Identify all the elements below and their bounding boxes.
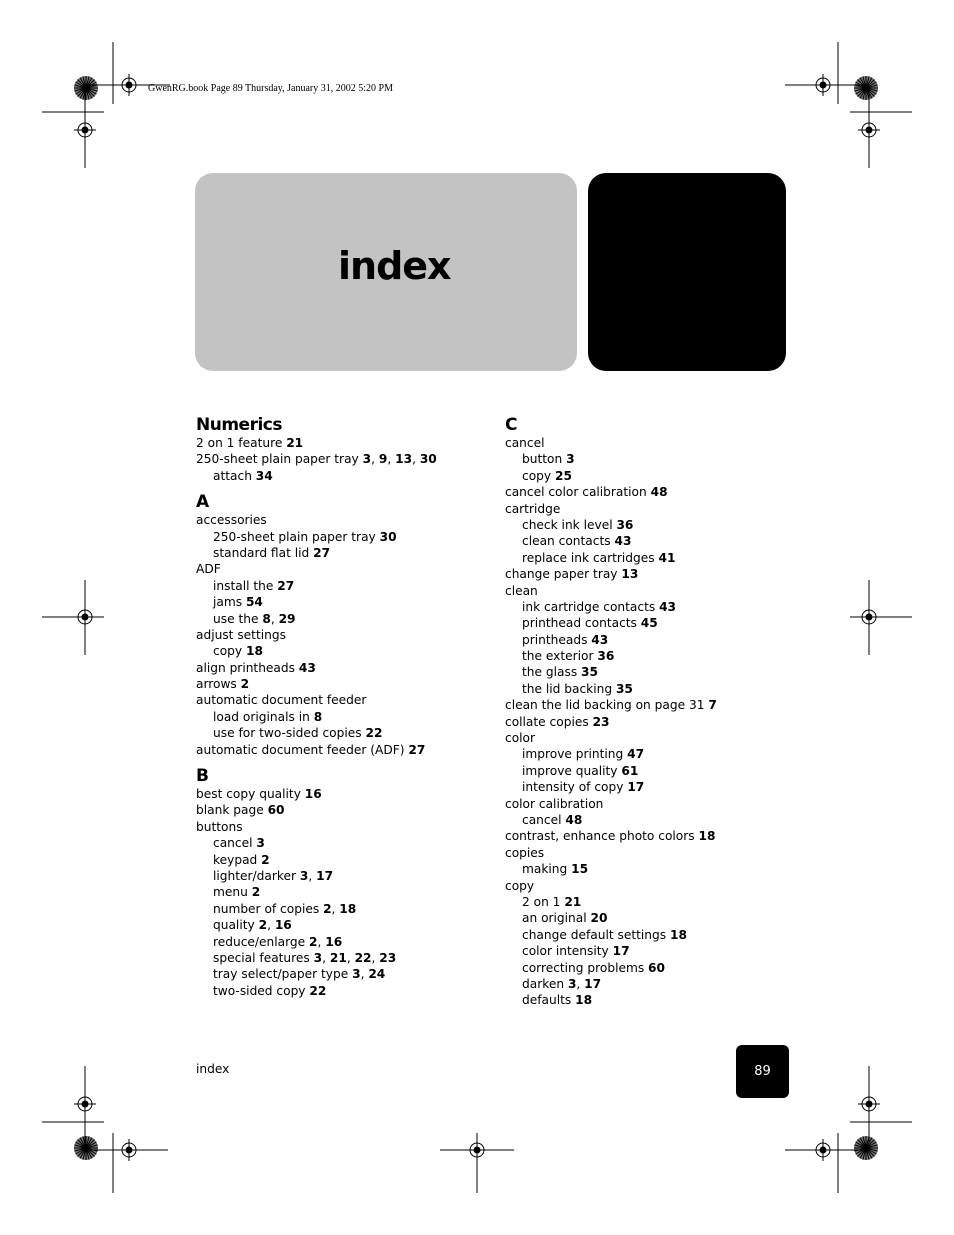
- entry-term: the lid backing: [522, 681, 616, 696]
- index-subentry: [505, 517, 805, 533]
- entry-term: check ink level: [522, 517, 617, 532]
- index-entry: [196, 676, 496, 692]
- index-entry: [505, 435, 805, 451]
- page-ref: 3: [313, 950, 323, 965]
- index-entry: [196, 819, 496, 835]
- page-ref: 22: [365, 726, 383, 741]
- page-title: index: [338, 244, 451, 288]
- index-entry: [196, 692, 496, 708]
- entry-term: attach: [213, 468, 256, 483]
- index-subentry: [505, 632, 805, 648]
- entry-term: copy: [505, 878, 535, 893]
- entry-term: copy: [213, 644, 246, 659]
- page-ref: 18: [669, 927, 687, 942]
- page-ref: 24: [368, 967, 386, 982]
- index-entry: [196, 512, 496, 528]
- entry-term: ink cartridge contacts: [522, 599, 660, 614]
- index-subentry: [196, 545, 496, 561]
- index-entry: [505, 566, 805, 582]
- section-heading: Numerics: [196, 415, 282, 435]
- page-ref: 27: [277, 578, 295, 593]
- index-entry: [505, 796, 805, 812]
- page-ref: 60: [267, 803, 285, 818]
- index-subentry: [505, 599, 805, 615]
- entry-term: ADF: [196, 562, 221, 577]
- index-subentry: [505, 812, 805, 828]
- entry-term: tray select/paper type: [213, 967, 353, 982]
- index-subentry: [505, 960, 805, 976]
- index-subentry: [196, 468, 496, 484]
- index-entry: [505, 484, 805, 500]
- page-ref: 27: [408, 742, 426, 757]
- page-ref: 48: [565, 812, 583, 827]
- index-entry: [505, 501, 805, 517]
- index-subentry: special features 3, 21, 22, 23: [213, 950, 397, 965]
- page-ref: 2: [261, 852, 270, 867]
- page-ref: 2: [251, 885, 261, 900]
- entry-term: cancel: [522, 812, 566, 827]
- entry-term: printhead contacts: [522, 616, 641, 631]
- page-ref: 18: [698, 829, 716, 844]
- print-header: GwenRG.book Page 89 Thursday, January 31, 2002 5:20 PM: [148, 83, 393, 94]
- page-ref: 45: [640, 616, 658, 631]
- entry-term: use for two-sided copies: [213, 726, 366, 741]
- index-entry: [196, 561, 496, 577]
- entry-term: making: [522, 862, 572, 877]
- page-ref: 17: [627, 780, 645, 795]
- entry-term: automatic document feeder (ADF): [196, 742, 409, 757]
- entry-term: change default settings: [522, 927, 670, 942]
- page-ref: 35: [581, 665, 599, 680]
- page-ref: 3: [352, 967, 361, 982]
- entry-term: clean the lid backing on page 31: [505, 698, 709, 713]
- page-ref: 30: [419, 452, 437, 467]
- entry-term: blank page: [196, 803, 268, 818]
- index-subentry: [505, 615, 805, 631]
- entry-term: buttons: [196, 819, 243, 834]
- index-subentry: number of copies 2, 18: [213, 901, 357, 916]
- page-ref: 21: [329, 950, 347, 965]
- entry-term: lighter/darker: [213, 868, 300, 883]
- index-entry: [196, 742, 496, 758]
- index-subentry: [505, 550, 805, 566]
- index-entry: [196, 802, 496, 818]
- entry-term: clean contacts: [522, 534, 615, 549]
- index-entry: [196, 660, 496, 676]
- entry-term: cancel: [213, 836, 257, 851]
- index-entry: [196, 627, 496, 643]
- entry-term: best copy quality: [196, 787, 305, 802]
- entry-term: improve printing: [522, 747, 628, 762]
- page-ref: 29: [278, 611, 296, 626]
- index-subentry: [505, 746, 805, 762]
- page-ref: 17: [612, 944, 630, 959]
- page-ref: 41: [658, 550, 676, 565]
- index-subentry: [505, 664, 805, 680]
- entry-term: 2 on 1: [522, 894, 565, 909]
- entry-term: 250-sheet plain paper tray: [196, 452, 363, 467]
- entry-term: 250-sheet plain paper tray: [213, 529, 380, 544]
- index-entry: [505, 697, 805, 713]
- page-ref: 8: [313, 709, 323, 724]
- index-subentry: [505, 894, 805, 910]
- index-subentry: tray select/paper type 3, 24: [213, 967, 386, 982]
- index-subentry: [505, 992, 805, 1008]
- index-subentry: [505, 861, 805, 877]
- entry-term: automatic document feeder: [196, 693, 367, 708]
- entry-term: 2 on 1 feature: [196, 436, 287, 450]
- page-ref: 3: [256, 836, 265, 851]
- index-entry: [505, 845, 805, 861]
- index-subentry: use the 8, 29: [213, 611, 296, 626]
- index-subentry: [505, 763, 805, 779]
- section-heading: C: [505, 415, 517, 435]
- entry-term: an original: [522, 911, 591, 926]
- index-subentry: [196, 884, 496, 900]
- page-ref: 47: [627, 747, 645, 762]
- index-subentry: darken 3, 17: [522, 976, 602, 991]
- index-subentry: [196, 643, 496, 659]
- index-subentry: [505, 943, 805, 959]
- section-heading: B: [196, 766, 209, 787]
- index-subentry: [505, 927, 805, 943]
- index-subentry: [196, 578, 496, 594]
- entry-term: special features: [213, 950, 314, 965]
- page-ref: 13: [621, 567, 639, 582]
- entry-term: quality: [213, 918, 259, 933]
- entry-term: clean: [505, 583, 538, 598]
- entry-term: align printheads: [196, 660, 299, 675]
- page-ref: 2: [323, 901, 332, 916]
- entry-term: darken: [522, 976, 568, 991]
- index-entry: [505, 714, 805, 730]
- page-ref: 18: [245, 644, 263, 659]
- entry-term: install the: [213, 578, 278, 593]
- entry-term: change paper tray: [505, 567, 622, 582]
- index-subentry: reduce/enlarge 2, 16: [213, 934, 343, 949]
- page-ref: 3: [566, 452, 575, 467]
- entry-term: accessories: [196, 513, 267, 528]
- entry-term: button: [522, 452, 567, 467]
- section-heading: A: [196, 492, 209, 513]
- index-subentry: [196, 709, 496, 725]
- page-ref: 25: [554, 468, 572, 483]
- entry-term: arrows: [196, 677, 241, 692]
- entry-term: adjust settings: [196, 627, 286, 642]
- index-subentry: [196, 594, 496, 610]
- entry-term: two-sided copy: [213, 983, 310, 998]
- entry-term: color calibration: [505, 796, 604, 811]
- page-ref: 15: [571, 862, 589, 877]
- index-entry: [196, 786, 496, 802]
- banner-black-panel: [588, 173, 786, 371]
- index-subentry: [505, 779, 805, 795]
- entry-term: jams: [213, 595, 246, 610]
- entry-term: the glass: [522, 665, 582, 680]
- index-subentry: [196, 529, 496, 545]
- entry-term: the exterior: [522, 649, 598, 664]
- index-subentry: quality 2, 16: [213, 918, 292, 933]
- page-number-tab: [736, 1045, 789, 1098]
- index-subentry: [196, 852, 496, 868]
- page-ref: 22: [309, 983, 327, 998]
- page-ref: 2: [258, 918, 268, 933]
- entry-term: collate copies: [505, 714, 593, 729]
- page-ref: 21: [286, 436, 304, 450]
- entry-term: color: [505, 731, 536, 746]
- index-entry: [196, 435, 496, 451]
- index-subentry: [505, 451, 805, 467]
- entry-term: defaults: [522, 993, 576, 1008]
- entry-term: copy: [522, 468, 555, 483]
- index-subentry: [196, 725, 496, 741]
- page-ref: 61: [621, 763, 639, 778]
- entry-term: number of copies: [213, 901, 324, 916]
- page-ref: 60: [648, 960, 666, 975]
- page-number: 89: [754, 1064, 771, 1079]
- page-ref: 48: [650, 485, 668, 500]
- index-subentry: [505, 910, 805, 926]
- index-subentry: [196, 835, 496, 851]
- page-ref: 9: [378, 452, 388, 467]
- page-ref: 43: [659, 599, 677, 614]
- index-column-left: [196, 415, 496, 999]
- page-ref: 18: [575, 993, 593, 1008]
- entry-term: menu: [213, 885, 252, 900]
- page-ref: 43: [298, 660, 316, 675]
- entry-term: printheads: [522, 632, 592, 647]
- page-ref: 27: [313, 545, 331, 560]
- page-ref: 16: [274, 918, 292, 933]
- page-ref: 3: [567, 976, 577, 991]
- page-ref: 16: [304, 787, 322, 802]
- page-ref: 3: [362, 452, 372, 467]
- page-ref: 43: [614, 534, 632, 549]
- entry-term: improve quality: [522, 763, 622, 778]
- page-ref: 23: [592, 714, 610, 729]
- index-entry: [505, 730, 805, 746]
- page-ref: 2: [309, 934, 318, 949]
- entry-term: correcting problems: [522, 960, 649, 975]
- entry-term: keypad: [213, 852, 262, 867]
- entry-term: cancel: [505, 436, 545, 450]
- page-ref: 36: [616, 517, 634, 532]
- page-ref: 43: [591, 632, 609, 647]
- page-ref: 16: [325, 934, 343, 949]
- page-ref: 34: [255, 468, 273, 483]
- index-entry: [505, 878, 805, 894]
- entry-term: load originals in: [213, 709, 314, 724]
- entry-term: color intensity: [522, 944, 613, 959]
- page-ref: 2: [240, 677, 250, 692]
- page-ref: 30: [379, 529, 397, 544]
- index-entry: 250-sheet plain paper tray 3, 9, 13, 30: [196, 452, 437, 467]
- page-ref: 35: [615, 681, 633, 696]
- page-ref: 18: [339, 901, 357, 916]
- entry-term: standard flat lid: [213, 545, 314, 560]
- index-entry: [505, 583, 805, 599]
- index-subentry: [505, 648, 805, 664]
- entry-term: copies: [505, 845, 545, 860]
- entry-term: reduce/enlarge: [213, 934, 309, 949]
- entry-term: use the: [213, 611, 263, 626]
- page-ref: 22: [354, 950, 372, 965]
- page-ref: 17: [316, 868, 334, 883]
- index-subentry: [196, 983, 496, 999]
- page-ref: 20: [590, 911, 608, 926]
- index-subentry: lighter/darker 3, 17: [213, 868, 334, 883]
- entry-term: replace ink cartridges: [522, 550, 659, 565]
- entry-term: cancel color calibration: [505, 485, 651, 500]
- entry-term: cartridge: [505, 501, 561, 516]
- index-subentry: [505, 468, 805, 484]
- page-ref: 8: [262, 611, 271, 626]
- page-ref: 36: [597, 649, 615, 664]
- entry-term: contrast, enhance photo colors: [505, 829, 699, 844]
- page-ref: 54: [245, 595, 263, 610]
- footer-label: index: [196, 1062, 230, 1076]
- page-ref: 13: [395, 452, 413, 467]
- page-ref: 17: [584, 976, 602, 991]
- index-entry: [505, 828, 805, 844]
- index-subentry: [505, 681, 805, 697]
- page-ref: 23: [379, 950, 397, 965]
- page-ref: 21: [564, 894, 582, 909]
- entry-term: intensity of copy: [522, 780, 628, 795]
- page-ref: 3: [299, 868, 309, 883]
- index-column-right: [505, 415, 805, 1009]
- index-subentry: [505, 533, 805, 549]
- page-ref: 7: [708, 698, 717, 713]
